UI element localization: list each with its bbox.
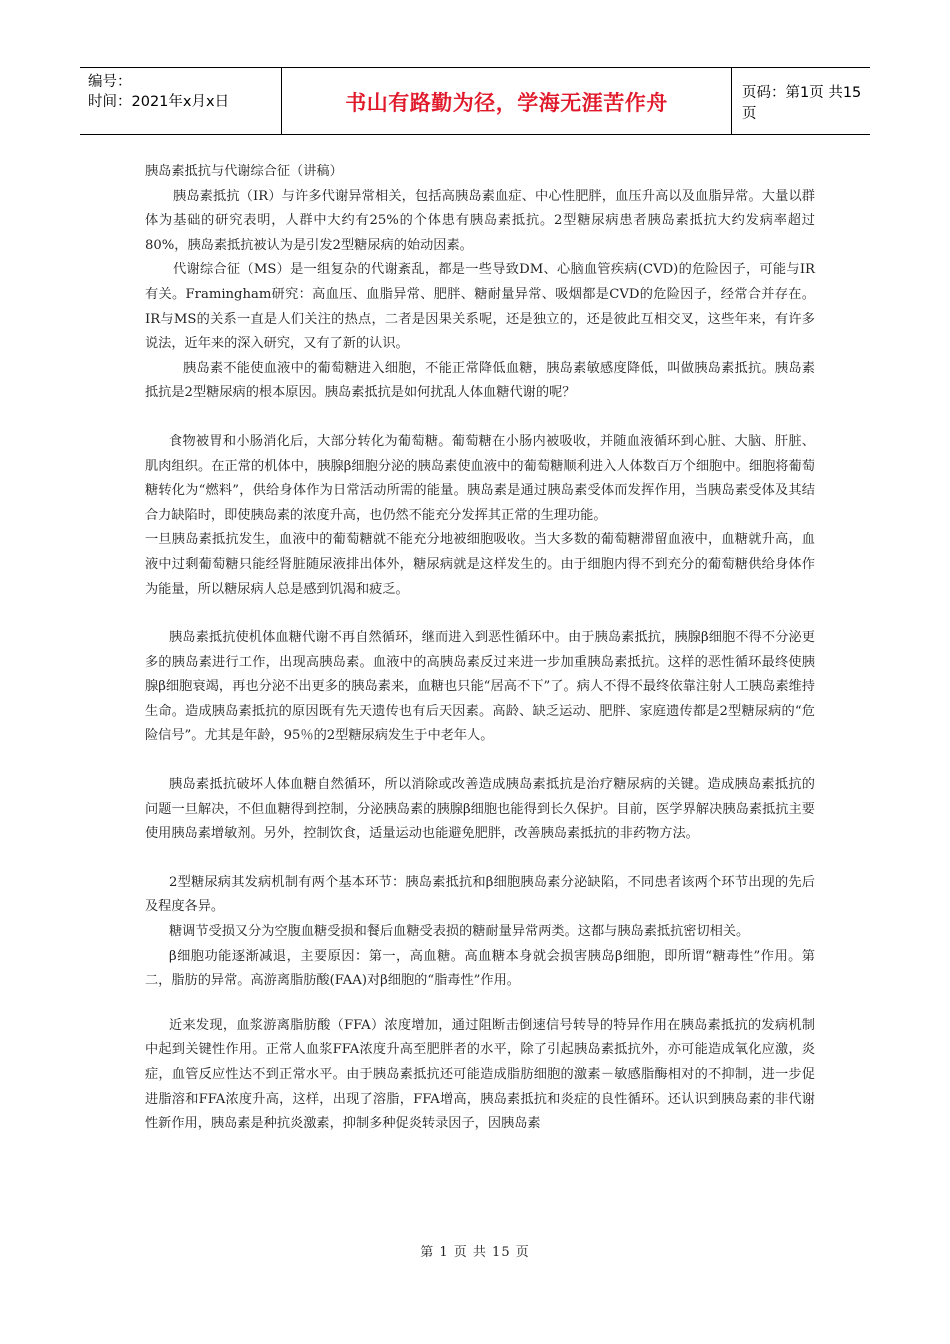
spacer xyxy=(145,749,815,773)
paragraph: 食物被胃和小肠消化后，大部分转化为葡萄糖。葡萄糖在小肠内被吸收，并随血液循环到心脏、大脑、肝脏、肌肉组织。在正常的机体中，胰腺β细胞分泌的胰岛素使血液中的葡萄糖顺利进入人体数百万个细胞中。细胞将葡萄糖转化为“燃料”，供给身体作为日常活动所需的能量。胰岛素是通过胰岛素受体而发挥作用，当胰岛素受体及其结合力缺陷时，即使胰岛素的浓度升高，也仍然不能充分发挥其正常的生理功能。 xyxy=(145,433,815,523)
document-title: 胰岛素抵抗与代谢综合征（讲稿） xyxy=(145,164,343,179)
paragraph: 胰岛素不能使血液中的葡萄糖进入细胞，不能正常降低血糖，胰岛素敏感度降低，叫做胰岛素抵抗。胰岛素抵抗是2型糖尿病的根本原因。胰岛素抵抗是如何扰乱人体血糖代谢的呢？ xyxy=(145,360,815,401)
page-info: 页码：第1页 共15页 xyxy=(742,84,862,122)
paragraph: β细胞功能逐渐减退，主要原因：第一，高血糖。高血糖本身就会损害胰岛β细胞，即所谓“糖毒性”作用。第二，脂肪的异常。高游离脂肪酸(FAA)对β细胞的“脂毒性”作用。 xyxy=(145,948,815,989)
paragraph: 糖调节受损又分为空腹血糖受损和餐后血糖受表损的糖耐量异常两类。这都与胰岛素抵抗密切相关。 xyxy=(169,924,750,940)
paragraph: 近来发现，血浆游离脂肪酸（FFA）浓度增加，通过阻断击倒速信号转导的特异作用在胰岛素抵抗的发病机制中起到关键性作用。正常人血浆FFA浓度升高至肥胖者的水平，除了引起胰岛素抵抗外，亦可能造成氧化应激，炎症，血管反应性达不到正常水平。由于胰岛素抵抗还可能造成脂肪细胞的激素－敏感脂酶相对的不抑制，进一步促进脂溶和FFA浓度升高，这样，出现了溶脂，FFA增高，胰岛素抵抗和炎症的良性循环。还认识到胰岛素的非代谢性新作用，胰岛素是种抗炎激素，抑制多种促炎转录因子，因胰岛素 xyxy=(145,1017,815,1132)
header-page-cell xyxy=(732,68,870,135)
paragraph: 代谢综合征（MS）是一组复杂的代谢紊乱，都是一些导致DM、心脑血管疾病(CVD)的危险因子，可能与IR有关。Framingham研究：高血压、血脂异常、肥胖、糖耐量异常、吸烟都是CVD的危险因子，经常合并存在。IR与MS的关系一直是人们关注的热点，二者是因果关系呢，还是独立的，还是彼此互相交叉，这些年来，有许多说法，近年来的深入研究，又有了新的认识。 xyxy=(145,262,815,352)
motto: 书山有路勤为径，学海无涯苦作舟 xyxy=(345,90,668,115)
document-header xyxy=(80,67,870,135)
number-label: 编号： xyxy=(88,74,132,90)
paragraph: 胰岛素抵抗破坏人体血糖自然循环，所以消除或改善造成胰岛素抵抗是治疗糖尿病的关键。造成胰岛素抵抗的问题一旦解决，不但血糖得到控制，分泌胰岛素的胰腺β细胞也能得到长久保护。目前，医学界解决胰岛素抵抗主要使用胰岛素增敏剂。另外，控制饮食，适量运动也能避免肥胖，改善胰岛素抵抗的非药物方法。 xyxy=(145,777,815,842)
time-label: 时间：2021年x月x日 xyxy=(88,94,230,110)
paragraph: 胰岛素抵抗（IR）与许多代谢异常相关，包括高胰岛素血症、中心性肥胖，血压升高以及血脂异常。大量以群体为基础的研究表明，人群中大约有25%的个体患有胰岛素抵抗。2型糖尿病患者胰岛素抵抗大约发病率超过80%，胰岛素抵抗被认为是引发2型糖尿病的始动因素。 xyxy=(145,188,815,253)
spacer xyxy=(145,602,815,626)
paragraph: 2型糖尿病其发病机制有两个基本环节：胰岛素抵抗和β细胞胰岛素分泌缺陷，不同患者该两个环节出现的先后及程度各异。 xyxy=(145,874,815,915)
page-footer: 第 1 页 共 15 页 xyxy=(420,1245,530,1260)
spacer xyxy=(145,994,815,1014)
paragraph: 一旦胰岛素抵抗发生，血液中的葡萄糖就不能充分地被细胞吸收。当大多数的葡萄糖滞留血液中，血糖就升高，血液中过剩葡萄糖只能经肾脏随尿液排出体外，糖尿病就是这样发生的。由于细胞内得不到充分的葡萄糖供给身体作为能量，所以糖尿病人总是感到饥渴和疲乏。 xyxy=(145,532,815,597)
document-body xyxy=(145,160,815,1137)
spacer xyxy=(145,406,815,430)
paragraph: 胰岛素抵抗使机体血糖代谢不再自然循环，继而进入到恶性循环中。由于胰岛素抵抗，胰腺β细胞不得不分泌更多的胰岛素进行工作，出现高胰岛素。血液中的高胰岛素反过来进一步加重胰岛素抵抗。这样的恶性循环最终使胰腺β细胞衰竭，再也分泌不出更多的胰岛素来，血糖也只能“居高不下”了。病人不得不最终依靠注射人工胰岛素维持生命。造成胰岛素抵抗的原因既有先天遗传也有后天因素。高龄、缺乏运动、肥胖、家庭遗传都是2型糖尿病的“危险信号”。尤其是年龄，95％的2型糖尿病发生于中老年人。 xyxy=(145,630,815,744)
header-meta-cell xyxy=(80,68,282,135)
header-motto-cell xyxy=(282,68,732,135)
spacer xyxy=(145,847,815,871)
